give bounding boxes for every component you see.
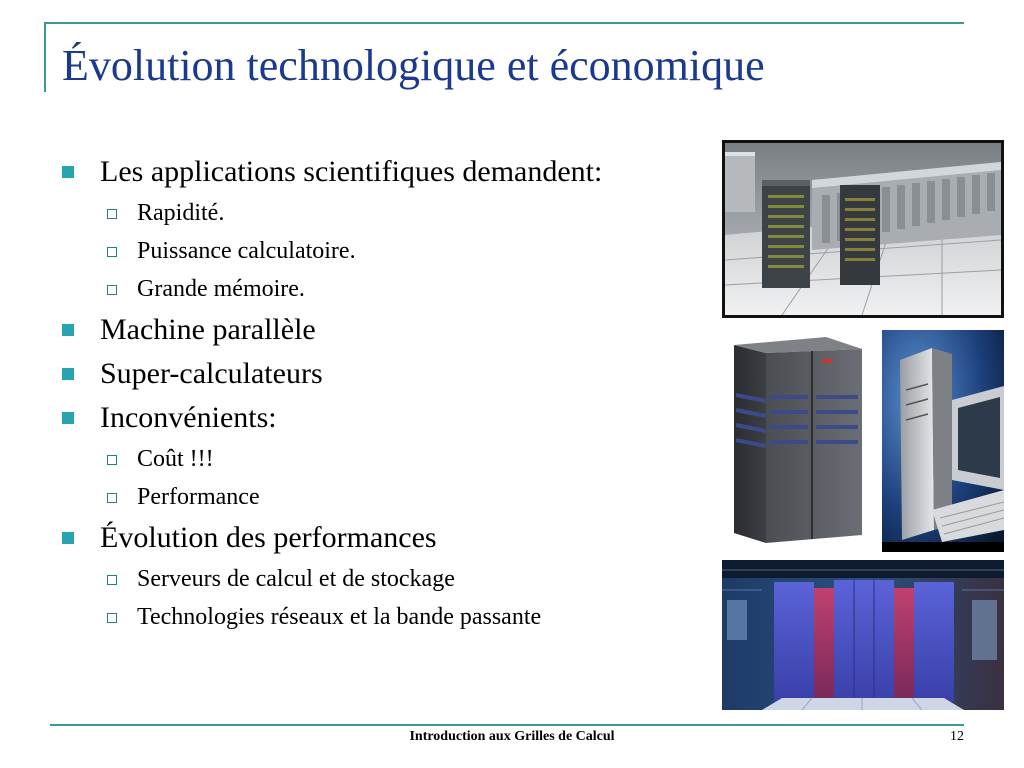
sub-bullet-text: Technologies réseaux et la bande passante [137, 604, 542, 630]
title-rule-top [44, 22, 964, 24]
hollow-square-bullet-icon [107, 455, 117, 465]
bullet-item [62, 352, 722, 396]
bullet-item [62, 396, 722, 440]
server-tower-illustration [726, 335, 866, 547]
sub-bullet-text: Rapidité. [137, 200, 225, 226]
sub-bullet-text: Serveurs de calcul et de stockage [137, 566, 455, 592]
bullet-text: Super-calculateurs [100, 357, 323, 390]
sub-bullet-item [62, 478, 722, 516]
bullet-item [62, 516, 722, 560]
square-bullet-icon [62, 166, 74, 178]
bullet-item [62, 150, 722, 194]
sub-bullet-item [62, 270, 722, 308]
footer-title: Introduction aux Grilles de Calcul [409, 729, 615, 744]
sub-bullet-item [62, 440, 722, 478]
hollow-square-bullet-icon [107, 493, 117, 503]
bullet-list [62, 150, 722, 636]
sub-bullet-text: Coût !!! [137, 446, 214, 472]
footer-rule [50, 724, 964, 726]
hollow-square-bullet-icon [107, 575, 117, 585]
sub-bullet-item [62, 598, 722, 636]
supercomputer-photo [722, 560, 1004, 710]
sub-bullet-text: Grande mémoire. [137, 276, 305, 302]
square-bullet-icon [62, 324, 74, 336]
square-bullet-icon [62, 532, 74, 544]
sub-bullet-item [62, 232, 722, 270]
bullet-text: Inconvénients: [100, 401, 277, 434]
sub-bullet-text: Performance [137, 484, 260, 510]
bullet-text: Machine parallèle [100, 313, 316, 346]
server-tower-photo [726, 335, 866, 547]
title-rule-left [44, 22, 46, 92]
hollow-square-bullet-icon [107, 209, 117, 219]
page-number: 12 [950, 729, 964, 744]
bullet-text: Évolution des performances [100, 521, 437, 554]
hollow-square-bullet-icon [107, 285, 117, 295]
supercomputer-illustration [722, 560, 1004, 710]
square-bullet-icon [62, 368, 74, 380]
hollow-square-bullet-icon [107, 247, 117, 257]
data-center-illustration [722, 140, 1004, 318]
sub-bullet-item [62, 194, 722, 232]
hollow-square-bullet-icon [107, 613, 117, 623]
bullet-text: Les applications scientifiques demandent: [100, 155, 603, 188]
workstations-illustration [882, 330, 1004, 552]
slide-title: Évolution technologique et économique [62, 41, 765, 90]
data-center-photo [722, 140, 1004, 318]
bullet-item [62, 308, 722, 352]
sub-bullet-text: Puissance calculatoire. [137, 238, 356, 264]
workstations-photo [882, 330, 1004, 552]
square-bullet-icon [62, 412, 74, 424]
sub-bullet-item [62, 560, 722, 598]
